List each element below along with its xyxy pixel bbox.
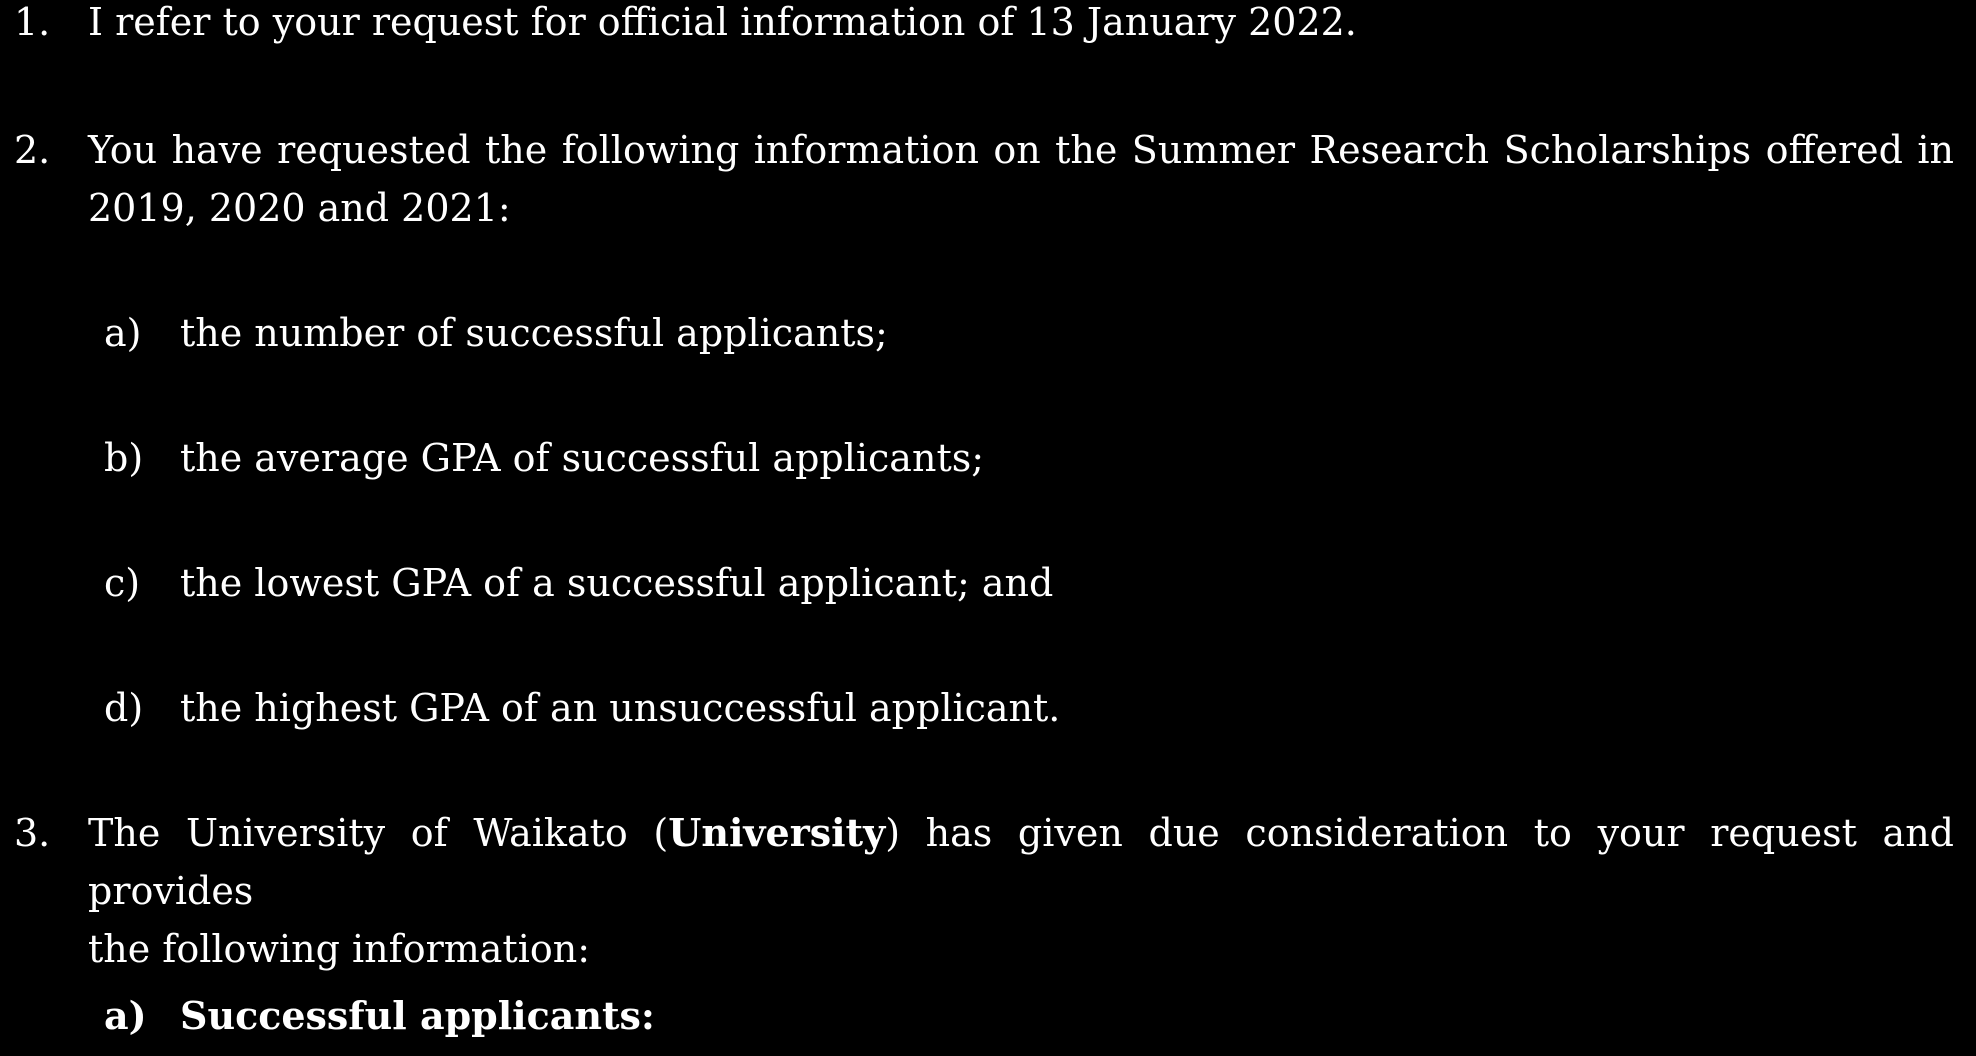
numbered-item-2 — [0, 121, 1976, 237]
numbered-item-3 — [0, 804, 1976, 978]
numbered-item-1 — [0, 0, 1976, 51]
sub-item-c-text: the lowest GPA of a successful applicant; and — [180, 561, 1054, 605]
sub-item-c — [0, 554, 1976, 612]
item-2-text-line-1: You have requested the following information on the Summer Research Scholarships offered in — [88, 128, 1954, 172]
item-1-marker: 1. — [14, 0, 51, 44]
item-3-text-pre: The University of Waikato ( — [88, 811, 669, 855]
item-1-text: I refer to your request for official information of 13 January 2022. — [88, 0, 1357, 44]
item-2-marker: 2. — [14, 128, 51, 172]
sub-item-d-marker: d) — [104, 686, 144, 730]
item-3-marker: 3. — [14, 811, 51, 855]
sub-item-a — [0, 304, 1976, 362]
item-3-text-line-2: the following information: — [88, 927, 590, 971]
item-2-text-line-2: 2019, 2020 and 2021: — [88, 186, 511, 230]
sub-item-a-successful-applicants — [0, 987, 1976, 1045]
sub-item-d — [0, 679, 1976, 737]
sub-item-a2-heading: Successful applicants: — [180, 993, 655, 1038]
sub-item-a2-marker: a) — [104, 993, 147, 1038]
sub-item-a-marker: a) — [104, 311, 142, 355]
sub-item-d-text: the highest GPA of an unsuccessful applicant. — [180, 686, 1061, 730]
sub-item-a-text: the number of successful applicants; — [180, 311, 888, 355]
item-3-text-bold-university: University — [668, 810, 886, 855]
item-3-text-line-1 — [88, 804, 1967, 920]
sub-item-b-marker: b) — [104, 436, 144, 480]
sub-item-b-text: the average GPA of successful applicants; — [180, 436, 985, 480]
sub-item-c-marker: c) — [104, 561, 141, 605]
item-3-text-post: ) has given due consideration to your request and provides — [88, 811, 1967, 913]
sub-item-b — [0, 429, 1976, 487]
